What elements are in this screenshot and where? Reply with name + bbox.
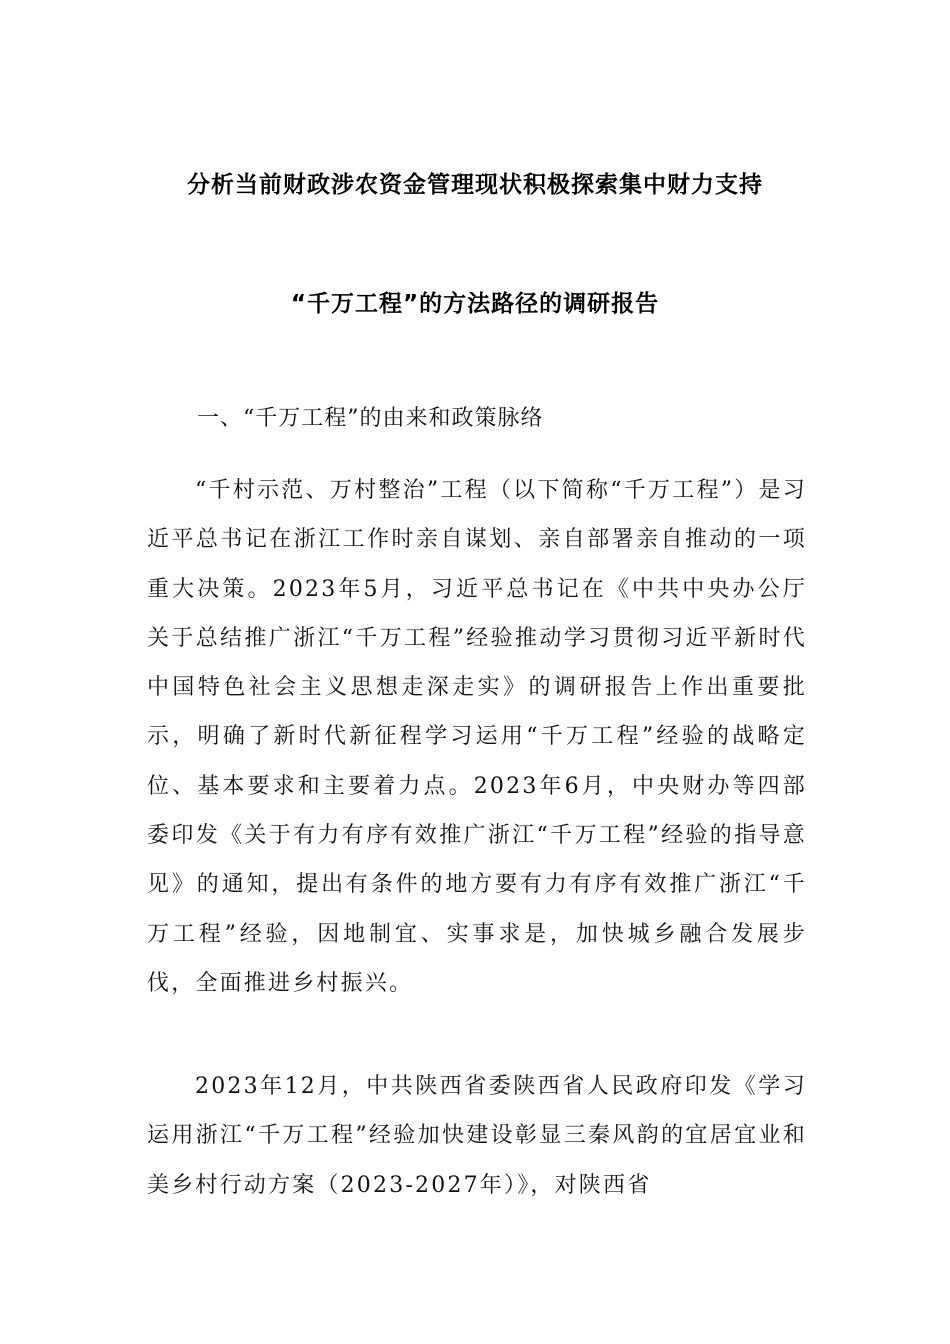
body-paragraph: 2023年12月，中共陕西省委陕西省人民政府印发《学习运用浙江“千万工程”经验加快建设彰显三秦风韵的宜居宜业和美乡村行动方案（2023-2027年）》，对陕西省 <box>147 1074 807 1198</box>
document-title-line-1: 分析当前财政涉农资金管理现状积极探索集中财力支持 <box>187 172 763 198</box>
document-title-line-2: “千万工程”的方法路径的调研报告 <box>290 291 660 317</box>
section-heading: 一、“千万工程”的由来和政策脉络 <box>197 406 544 431</box>
body-paragraph: “千村示范、万村整治”工程（以下简称“千万工程”）是习近平总书记在浙江工作时亲自谋划、亲自部署亲自推动的一项重大决策。2023年5月，习近平总书记在《中共中央办公厅关于总结推广浙江“千万工程”经验推动学习贯彻习近平新时代中国特色社会主义思想走深走实》的调研报告上作出重要批示，明确了新时代新征程学习运用“千万工程”经验的战略定位、基本要求和主要着力点。2023年6月，中央财办等四部委印发《关于有力有序有效推广浙江“千万工程”经验的指导意见》的通知，提出有条件的地方要有力有序有效推广浙江“千万工程”经验，因地制宜、实事求是，加快城乡融合发展步伐，全面推进乡村振兴。 <box>147 478 807 996</box>
